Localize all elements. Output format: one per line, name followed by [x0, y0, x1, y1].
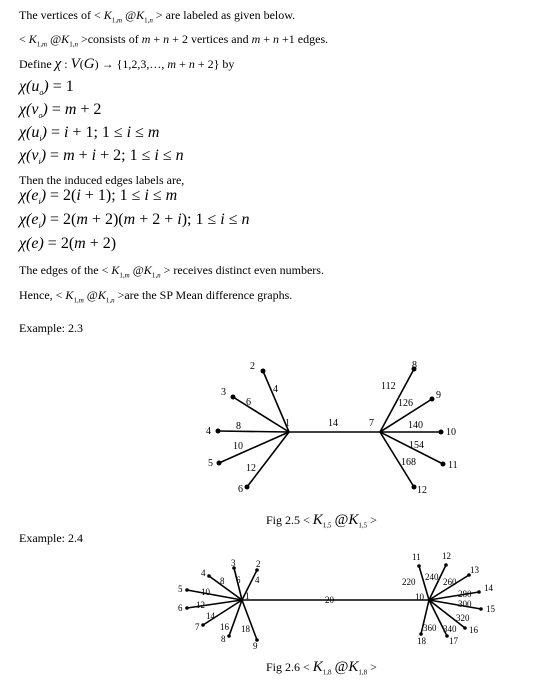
fig26-vlabel-8: 8 — [221, 634, 226, 644]
fig25-vlabel-3: 3 — [221, 387, 226, 398]
fig26-elabel-8: 8 — [220, 576, 225, 586]
fig26-left-star — [178, 558, 261, 651]
fig26-vertex-7 — [201, 623, 205, 627]
example-2-4-heading: Example: 2.4 — [19, 531, 83, 545]
fig25-elabel-10: 10 — [233, 441, 243, 452]
fig26-vlabel-3: 3 — [231, 558, 236, 568]
fig26-elabel-360: 360 — [423, 623, 437, 633]
fig26-vertex-8 — [227, 634, 231, 638]
fig26-elabel-220: 220 — [402, 577, 416, 587]
formula-chi-e: χ(e) = 2(m + 2) — [19, 235, 117, 252]
fig26-vlabel-6: 6 — [178, 603, 183, 613]
fig25-vlabel-11: 11 — [448, 460, 458, 471]
fig26-elabel-12: 12 — [196, 600, 205, 610]
fig25-elabel-168: 168 — [401, 457, 416, 468]
fig26-vertex-5 — [185, 588, 189, 592]
fig25-elabel-12: 12 — [246, 463, 256, 474]
fig26-vertex-12 — [444, 563, 448, 567]
text-line-define-chi: Define χ : V(G) → {1,2,3,…, m + n + 2} by — [19, 56, 235, 72]
fig26-bridge-label: 20 — [325, 595, 334, 605]
fig25-center-label-1: 1 — [285, 418, 290, 429]
fig26-vertex-6 — [185, 606, 189, 610]
fig26-elabel-14: 14 — [206, 611, 215, 621]
fig26-vlabel-9: 9 — [253, 641, 258, 651]
fig26-vlabel-13: 13 — [470, 565, 479, 575]
fig-2-5-caption: Fig $2.5 < K_{1,5}$ $@K_{1,5}$ > — [266, 512, 377, 530]
fig26-vlabel-18: 18 — [417, 636, 426, 646]
fig26-center-label-10: 10 — [415, 592, 424, 602]
formula-chi-u0: $\chi(u_o) = 1$ — [19, 78, 74, 98]
fig26-vertex-11 — [417, 564, 421, 568]
fig26-vlabel-11: 11 — [412, 552, 421, 562]
fig26-vertex-16 — [463, 626, 467, 630]
fig26-vlabel-15: 15 — [486, 604, 495, 614]
fig26-elabel-260: 260 — [443, 577, 457, 587]
fig26-elabel-4: 4 — [255, 575, 260, 585]
fig25-elabel-140: 140 — [408, 420, 423, 431]
formula-chi-ei-second: $\chi(e_i) = 2(m + 2)(m + 2 + i)$; 1 ≤ i ≤ n — [19, 211, 250, 231]
fig25-bridge-label: 14 — [328, 418, 338, 429]
fig25-vlabel-9: 9 — [436, 390, 441, 401]
fig26-elabel-6: 6 — [236, 575, 241, 585]
fig26-vlabel-2: 2 — [256, 559, 261, 569]
line-1-text: The vertices of < $K_{1,m}$ $@K_{1,n}$ > are labeled as given below. — [19, 8, 296, 25]
text-line-distinct-even: The edges of the < $K_{1,m}$ $@K_{1,n}$ > receives distinct even numbers. — [19, 263, 324, 280]
fig25-vlabel-8: 8 — [412, 360, 417, 371]
fig26-elabel-18: 18 — [241, 624, 250, 634]
fig26-right-star — [402, 551, 496, 646]
fig26-edge-to-5 — [187, 590, 242, 600]
formula-chi-vi: $\chi(v_i) = m + i + 2$; 1 ≤ i ≤ n — [19, 147, 184, 167]
fig25-elabel-4: 4 — [273, 384, 278, 395]
fig26-elabel-320: 320 — [456, 613, 470, 623]
fig26-edge-to-15 — [429, 600, 481, 609]
fig26-elabel-16: 16 — [220, 622, 229, 632]
fig-2-6-caption: Fig $2.6 < K_{1,8}$ $@K_{1,8}$ > — [266, 659, 377, 677]
fig25-elabel-6: 6 — [246, 397, 251, 408]
fig25-vlabel-6: 6 — [238, 484, 243, 495]
fig25-elabel-8: 8 — [236, 421, 241, 432]
fig26-edge-to-9 — [242, 600, 257, 640]
text-line-consists-of: < $K_{1,m}$ $@K_{1,n}$ >consists of m + n + 2 vertices and m + n +1 edges. — [19, 32, 329, 49]
fig26-vertex-4 — [207, 574, 211, 578]
fig26-elabel-340: 340 — [443, 624, 457, 634]
fig26-vlabel-17: 17 — [449, 636, 458, 646]
fig26-vlabel-4: 4 — [201, 568, 206, 578]
text-line-induced-edges: Then the induced edges labels are, — [19, 173, 185, 187]
fig25-vlabel-2: 2 — [250, 361, 255, 372]
fig26-vlabel-14: 14 — [484, 583, 493, 593]
text-line-conclusion: Hence, < $K_{1,m}$ $@K_{1,n} >are$ the SP Mean difference graphs. — [19, 288, 293, 305]
formula-chi-v0: $\chi(v_o) = m + 2$ — [19, 101, 102, 121]
fig26-vlabel-16: 16 — [469, 625, 478, 635]
fig25-vlabel-12: 12 — [417, 485, 427, 496]
fig26-vlabel-5: 5 — [178, 584, 183, 594]
fig26-elabel-240: 240 — [425, 572, 439, 582]
fig25-elabel-112: 112 — [381, 381, 396, 392]
fig25-vlabel-4: 4 — [206, 426, 211, 437]
formula-chi-ei-first: $\chi(e_i) = 2(i + 1)$; 1 ≤ i ≤ m — [19, 187, 178, 207]
fig25-elabel-154: 154 — [409, 440, 424, 451]
formula-chi-ui: $\chi(u_i) = i + 1$; 1 ≤ i ≤ m — [19, 124, 160, 144]
fig26-vlabel-12: 12 — [442, 551, 451, 561]
example-2-3-heading: Example: 2.3 — [19, 321, 83, 335]
fig25-center-label-7: 7 — [369, 418, 374, 429]
fig26-vlabel-7: 7 — [195, 622, 200, 632]
fig26-vertex-14 — [477, 590, 481, 594]
fig26-elabel-280: 280 — [458, 589, 472, 599]
fig25-vlabel-10: 10 — [446, 427, 456, 438]
fig26-vertex-15 — [479, 607, 483, 611]
fig25-vlabel-5: 5 — [208, 458, 213, 469]
fig25-elabel-126: 126 — [398, 398, 413, 409]
fig26-center-label-1: 1 — [245, 591, 250, 601]
fig26-elabel-300: 300 — [458, 599, 472, 609]
fig26-elabel-10: 10 — [201, 587, 210, 597]
